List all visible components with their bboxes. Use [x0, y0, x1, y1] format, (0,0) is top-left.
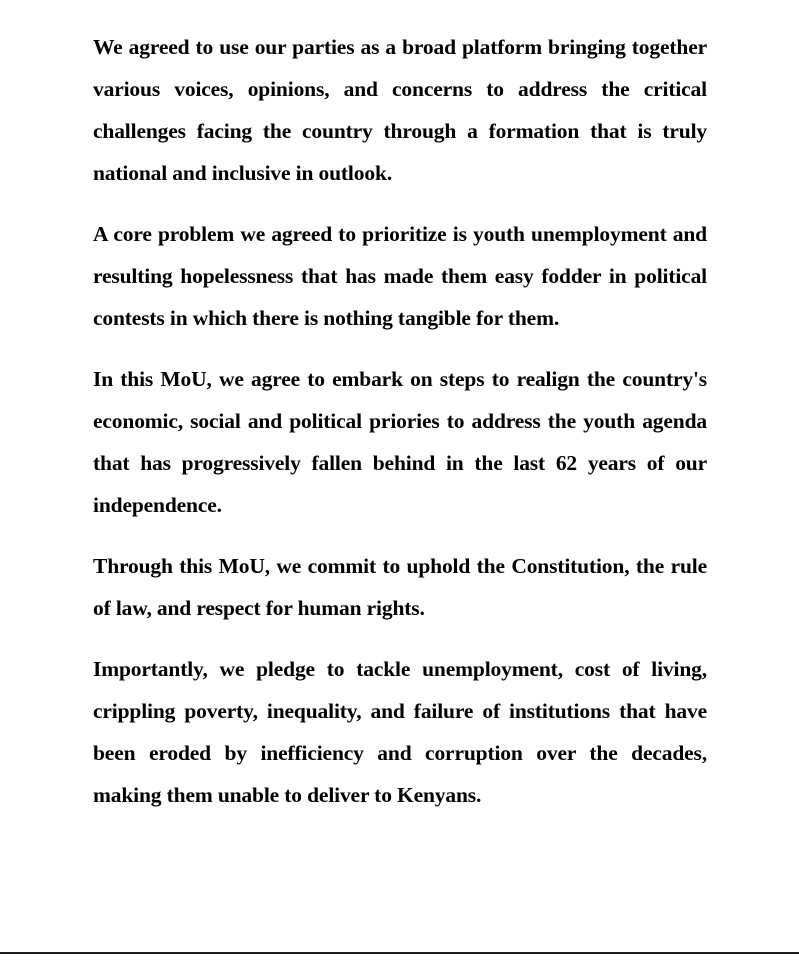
footer-divider-rule: [0, 952, 799, 954]
paragraph-pledge-tackle-issues: Importantly, we pledge to tackle unemployment, cost of living, crippling poverty, inequality, and failure of institutions that have been eroded by inefficiency and corruption over the decades, making them unable to deliver to Kenyans.: [93, 657, 707, 807]
document-text-body: [93, 26, 707, 816]
paragraph-broad-platform: We agreed to use our parties as a broad platform bringing together various voices, opinions, and concerns to address the critical challenges facing the country through a formation that is truly national and inclusive in outlook.: [93, 35, 707, 185]
paragraph-realign-priorities: In this MoU, we agree to embark on steps to realign the country's economic, social and political priories to address the youth agenda that has progressively fallen behind in the last 62 years of our independence.: [93, 367, 707, 517]
paragraph-constitution-commitment: Through this MoU, we commit to uphold the Constitution, the rule of law, and respect for human rights.: [93, 554, 707, 620]
paragraph-youth-unemployment: A core problem we agreed to prioritize is youth unemployment and resulting hopelessness that has made them easy fodder in political contests in which there is nothing tangible for them.: [93, 222, 707, 330]
